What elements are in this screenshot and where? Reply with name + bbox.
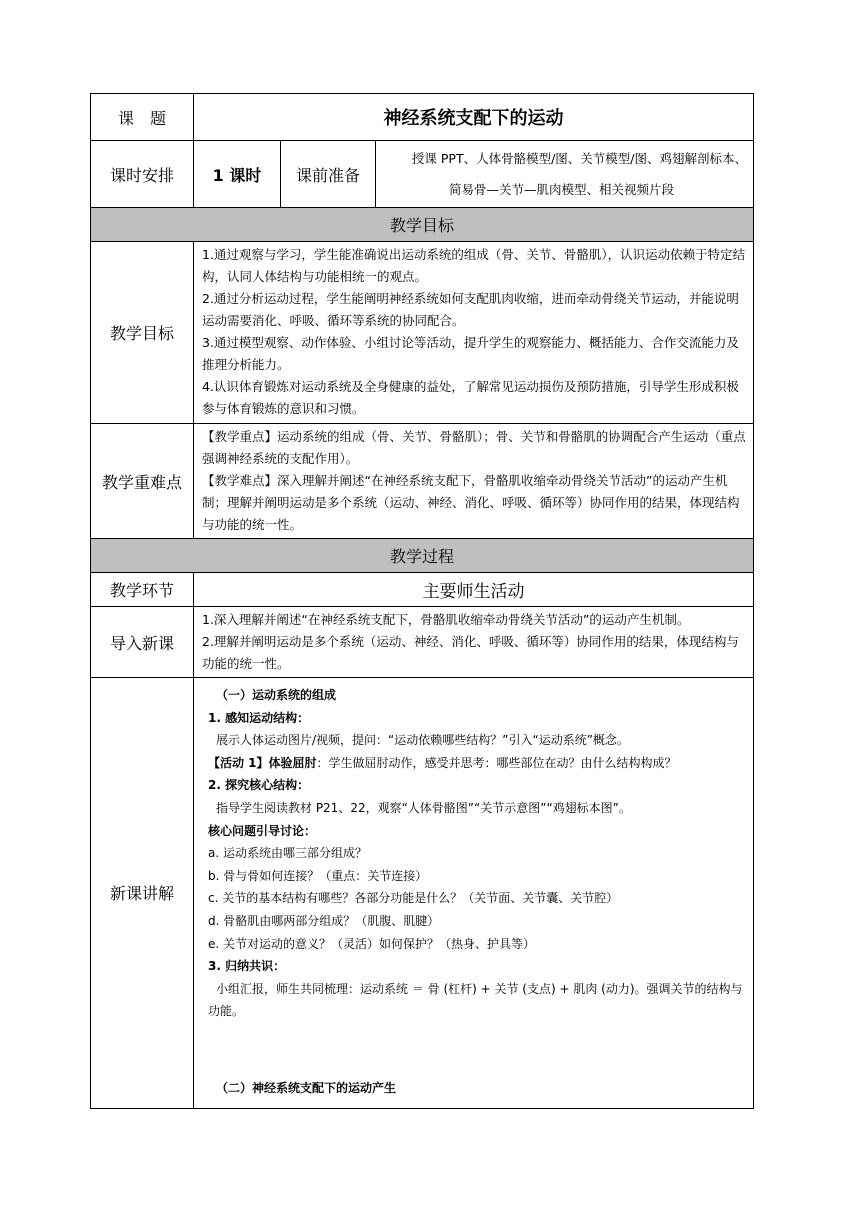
step3-text: 小组汇报，师生共同梳理：运动系统 ＝ 骨 (杠杆) + 关节 (支点) + 肌肉 (动力)。强调关节的结构与功能。 [208, 981, 743, 1019]
process-columns-row [91, 573, 754, 607]
lesson-plan-table [90, 93, 754, 1109]
objectives-section-title: 教学目标 [91, 208, 754, 242]
questions-title: 核心问题引导讨论： [208, 823, 317, 838]
step3-title: 3. 归纳共识： [208, 959, 286, 974]
process-col-stage: 教学环节 [91, 573, 194, 607]
new-lesson-content [194, 678, 754, 1109]
topic-label: 课 题 [91, 94, 194, 141]
prep-line-1: 授课 PPT、人体骨骼模型/图、关节模型/图、鸡翅解剖标本、 [411, 151, 748, 166]
question-item: b. 骨与骨如何连接？（重点：关节连接） [208, 868, 428, 883]
step1-title: 1. 感知运动结构： [208, 710, 310, 725]
topic-row [91, 94, 754, 141]
key-point-text: 【教学重点】运动系统的组成（骨、关节、骨骼肌）；骨、关节和骨骼肌的协调配合产生运动（重点强调神经系统的支配作用）。 [202, 429, 746, 466]
objectives-header-row [91, 208, 754, 242]
hours-label: 课时安排 [91, 141, 194, 208]
objective-item: 3.通过模型观察、动作体验、小组讨论等活动，提升学生的观察能力、概括能力、合作交流能力及推理分析能力。 [202, 335, 739, 372]
part2-title: （二）神经系统支配下的运动产生 [216, 1080, 397, 1095]
difficult-point-text: 【教学难点】深入理解并阐述“在神经系统支配下，骨骼肌收缩牵动骨绕关节活动”的运动产生机制；理解并阐明运动是多个系统（运动、神经、消化、呼吸、循环等）协同作用的结果，体现结构与功能的统一性。 [202, 473, 740, 532]
question-item: a. 运动系统由哪三部分组成？ [208, 846, 367, 861]
prep-label: 课前准备 [281, 141, 376, 208]
prep-content [376, 141, 754, 208]
process-section-title: 教学过程 [91, 539, 754, 573]
intro-label: 导入新课 [91, 607, 194, 678]
activity1 [208, 752, 745, 775]
activity1-label: 【活动 1】体验屈肘 [208, 755, 317, 770]
prep-line-2: 简易骨—关节—肌肉模型、相关视频片段 [449, 182, 675, 197]
intro-item: 2.理解并阐明运动是多个系统（运动、神经、消化、呼吸、循环等）协同作用的结果，体现结构与功能的统一性。 [202, 634, 739, 671]
objective-item: 2.通过分析运动过程，学生能阐明神经系统如何支配肌肉收缩，进而牵动骨绕关节运动，并能说明运动需要消化、呼吸、循环等系统的协同配合。 [202, 291, 739, 328]
key-points-row [91, 424, 754, 539]
step2-text: 指导学生阅读教材 P21、22，观察“人体骨骼图”“关节示意图”“鸡翅标本图”。 [216, 800, 631, 815]
objective-item: 4.认识体育锻炼对运动系统及全身健康的益处，了解常见运动损伤及预防措施，引导学生形成积极参与体育锻炼的意识和习惯。 [202, 379, 739, 416]
step1-text: 展示人体运动图片/视频，提问：“运动依赖哪些结构？”引入“运动系统”概念。 [216, 733, 629, 748]
objectives-row [91, 242, 754, 424]
process-col-activities: 主要师生活动 [194, 573, 754, 607]
hours-row [91, 141, 754, 208]
step2-title: 2. 探究核心结构： [208, 778, 310, 793]
process-header-row [91, 539, 754, 573]
intro-item: 1.深入理解并阐述“在神经系统支配下，骨骼肌收缩牵动骨绕关节活动”的运动产生机制。 [202, 612, 690, 627]
topic-title: 神经系统支配下的运动 [194, 94, 754, 141]
question-item: e. 关节对运动的意义？（灵活）如何保护？（热身、护具等） [208, 936, 536, 951]
question-item: c. 关节的基本结构有哪些？各部分功能是什么？（关节面、关节囊、关节腔） [208, 891, 619, 906]
question-item: d. 骨骼肌由哪两部分组成？（肌腹、肌腱） [208, 913, 440, 928]
intro-row [91, 607, 754, 678]
objectives-label: 教学目标 [91, 242, 194, 424]
hours-value: 1 课时 [194, 141, 281, 208]
key-points-label: 教学重难点 [91, 424, 194, 539]
spacer [208, 1023, 745, 1077]
intro-content [194, 607, 754, 678]
key-points-content [194, 424, 754, 539]
objectives-content [194, 242, 754, 424]
objective-item: 1.通过观察与学习，学生能准确说出运动系统的组成（骨、关节、骨骼肌），认识运动依赖于特定结构，认同人体结构与功能相统一的观点。 [202, 247, 746, 284]
part1-title: （一）运动系统的组成 [216, 688, 337, 702]
new-lesson-row [91, 678, 754, 1109]
activity1-text: ：学生做屈肘动作，感受并思考：哪些部位在动？由什么结构构成？ [316, 755, 677, 770]
new-lesson-label: 新课讲解 [91, 678, 194, 1109]
